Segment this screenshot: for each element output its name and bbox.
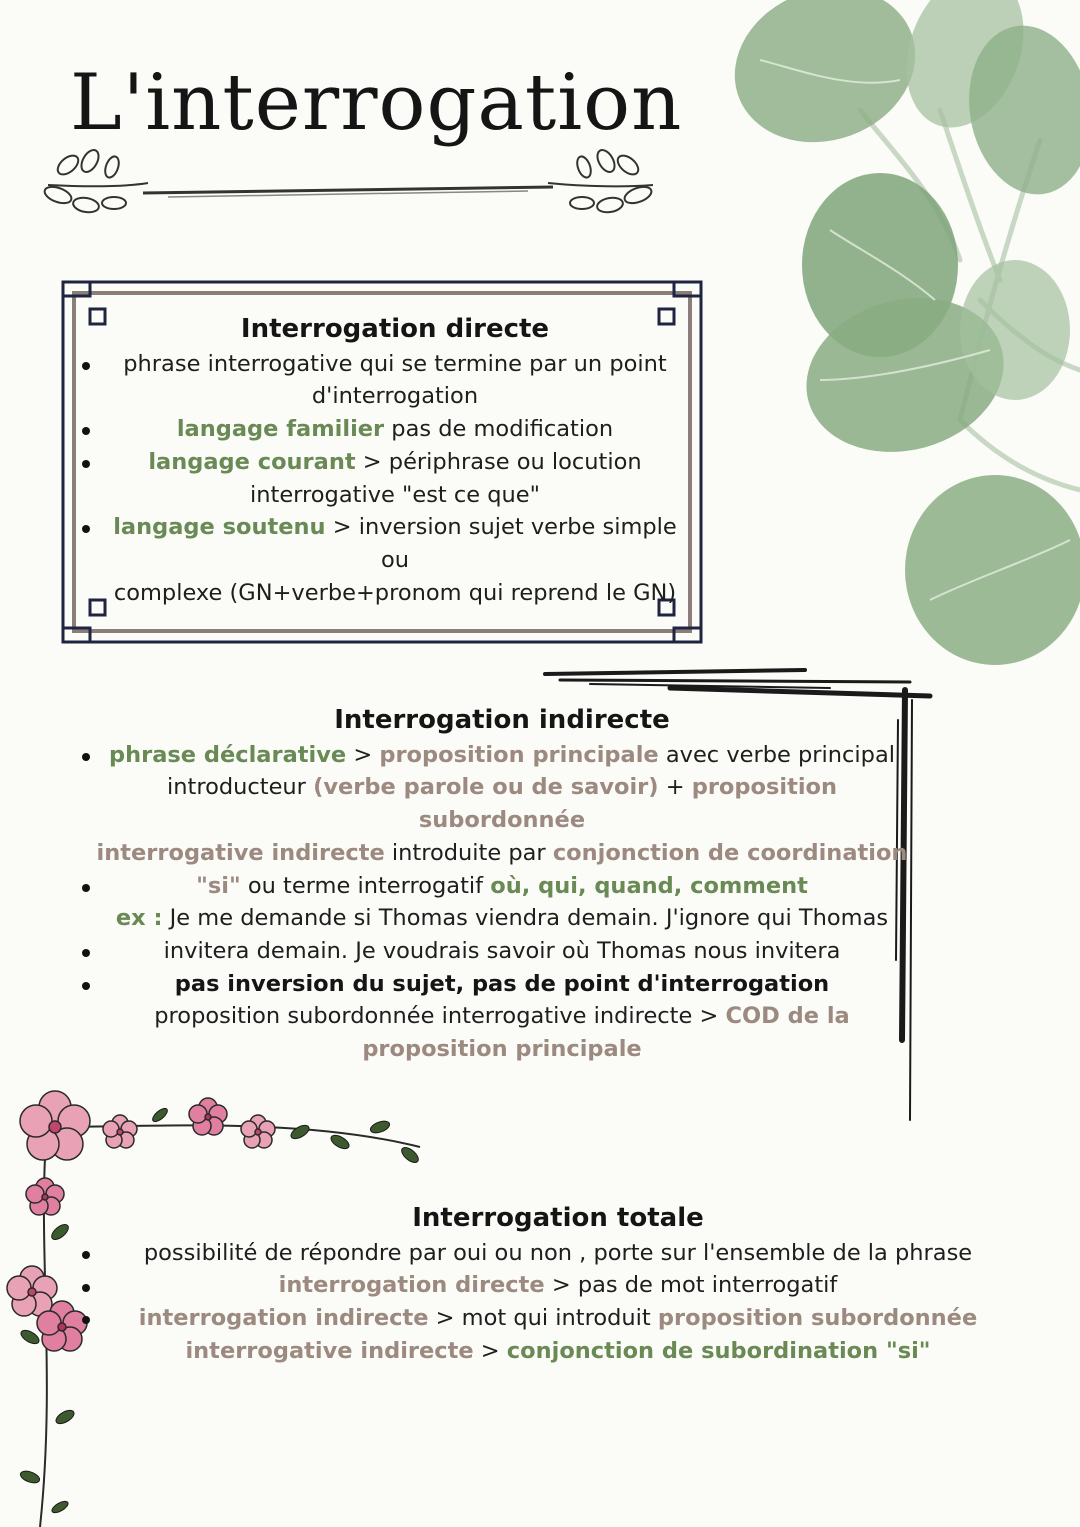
section-heading: Interrogation indirecte — [334, 705, 670, 735]
bullet-text-continued: interrogative indirecte introduite par conjonction de coordination — [96, 839, 908, 866]
section-interrogation-directe — [100, 313, 690, 609]
page-title: L'interrogation — [70, 58, 683, 148]
bullet-text-continued: complexe (GN+verbe+pronom qui reprend le GN) — [113, 579, 677, 606]
bullet-dot — [82, 1284, 90, 1292]
section-interrogation-indirecte — [92, 704, 912, 1066]
bullet-dot — [82, 525, 90, 533]
bullet-text: phrase interrogative qui se termine par un point — [123, 350, 667, 377]
bullet-dot — [82, 753, 90, 761]
bullet-dot — [82, 884, 90, 892]
bullet-text: langage courant > périphrase ou locution — [148, 448, 642, 475]
bullet-dot — [82, 460, 90, 468]
bullet-dot — [82, 949, 90, 957]
section-heading: Interrogation directe — [240, 314, 550, 344]
bullet-text: langage soutenu > inversion sujet verbe simple ou — [113, 514, 677, 573]
section-interrogation-totale — [128, 1202, 988, 1368]
bullet-text: interrogation directe > pas de mot interrogatif — [278, 1272, 838, 1299]
bullet-text-continued: interrogative indirecte > conjonction de subordination "si" — [185, 1337, 931, 1364]
bullet-dot — [82, 427, 90, 435]
bullet-text-continued: proposition principale — [362, 1036, 642, 1063]
bullet-text-continued: introducteur (verbe parole ou de savoir) + proposition subordonnée — [166, 774, 838, 834]
bullet-dot — [82, 1316, 90, 1324]
bullet-dot — [82, 982, 90, 990]
bullet-text: langage familier pas de modification — [176, 416, 614, 443]
section-heading: Interrogation totale — [412, 1203, 704, 1233]
bullet-text: phrase déclarative > proposition principale avec verbe principal — [109, 741, 895, 768]
bullet-text: interrogation indirecte > mot qui introduit proposition subordonnée — [138, 1305, 978, 1332]
title-ornament — [28, 145, 668, 225]
bullet-dot — [82, 362, 90, 370]
bullet-text-continued: interrogative "est ce que" — [250, 481, 540, 508]
bullet-text-continued: d'interrogation — [311, 383, 479, 410]
bullet-text-continued: invitera demain. Je voudrais savoir où Thomas nous invitera — [163, 937, 841, 964]
bullet-dot — [82, 1251, 90, 1259]
bullet-text: ex : Je me demande si Thomas viendra demain. J'ignore qui Thomas — [115, 905, 889, 932]
bullet-text: possibilité de répondre par oui ou non , porte sur l'ensemble de la phrase — [143, 1239, 973, 1266]
bullet-text: pas inversion du sujet, pas de point d'interrogation — [174, 970, 830, 997]
bullet-text-continued: "si" ou terme interrogatif où, qui, quand, comment — [196, 872, 808, 899]
bullet-text: proposition subordonnée interrogative indirecte > COD de la — [154, 1003, 850, 1030]
